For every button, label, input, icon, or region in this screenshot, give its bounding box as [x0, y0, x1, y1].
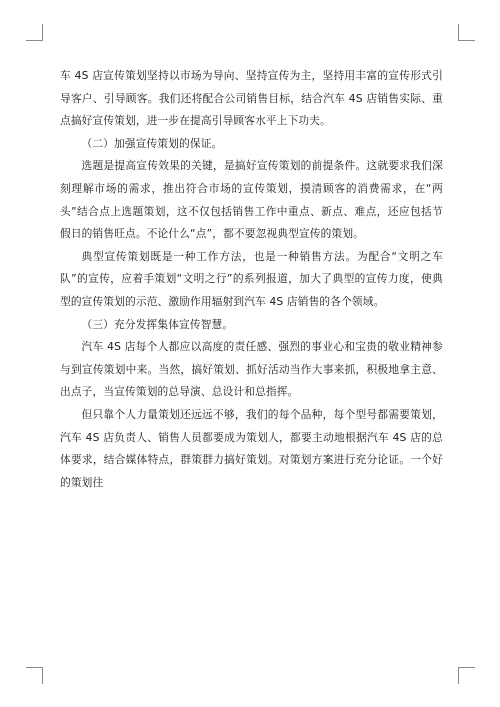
crop-mark-top-right — [458, 24, 475, 41]
heading-section-3: （三）充分发挥集体宣传智慧。 — [81, 317, 234, 331]
paragraph-topic-selection: 选题是提高宣传效果的关键，是搞好宣传策划的前提条件。这就要求我们深刻理解市场的需求，推出符合市场的宣传策划，摸清顾客的消费需求，在“两头”结合点上选题策划，这不仅包括销售工作中重点、新点、难点，还应包括节假日的销售旺点。不论什么“点”，都不要忽视典型宣传的策划。 — [60, 159, 443, 241]
paragraph-intro: 车 4S 店宣传策划坚持以市场为导向、坚持宣传为主，坚持用丰富的宣传形式引导客户、引导顾客。我们还将配合公司销售目标，结合汽车 4S 店销售实际、重点搞好宣传策划，进一步在提高引导顾客水平上下功夫。 — [60, 69, 443, 128]
heading-section-2: （二）加强宣传策划的保证。 — [81, 136, 223, 150]
crop-mark-bottom-left — [26, 667, 43, 684]
document-body — [60, 65, 443, 494]
crop-mark-top-left — [26, 24, 43, 41]
paragraph-collective-participation: 汽车 4S 店每个人都应以高度的责任感、强烈的事业心和宝贵的敬业精神参与到宣传策划中来。当然，搞好策划、抓好活动当作大事来抓，积极地拿主意、出点子，当宣传策划的总导演、总设计和总指挥。 — [60, 340, 443, 399]
paragraph-group-planning: 但只靠个人力量策划还远远不够，我们的每个品种，每个型号都需要策划，汽车 4S 店负责人、销售人员都要成为策划人，都要主动地根据汽车 4S 店的总体要求，结合媒体特点，群策群力搞好策划。对策划方案进行充分论证。一个好的策划往 — [60, 407, 443, 489]
paragraph-typical-promotion: 典型宣传策划既是一种工作方法，也是一种销售方法。为配合“文明之车队”的宣传，应着手策划“文明之行”的系列报道，加大了典型的宣传力度，使典型的宣传策划的示范、激励作用辐射到汽车 4S 店销售的各个领域。 — [60, 249, 443, 308]
crop-mark-bottom-right — [458, 667, 475, 684]
